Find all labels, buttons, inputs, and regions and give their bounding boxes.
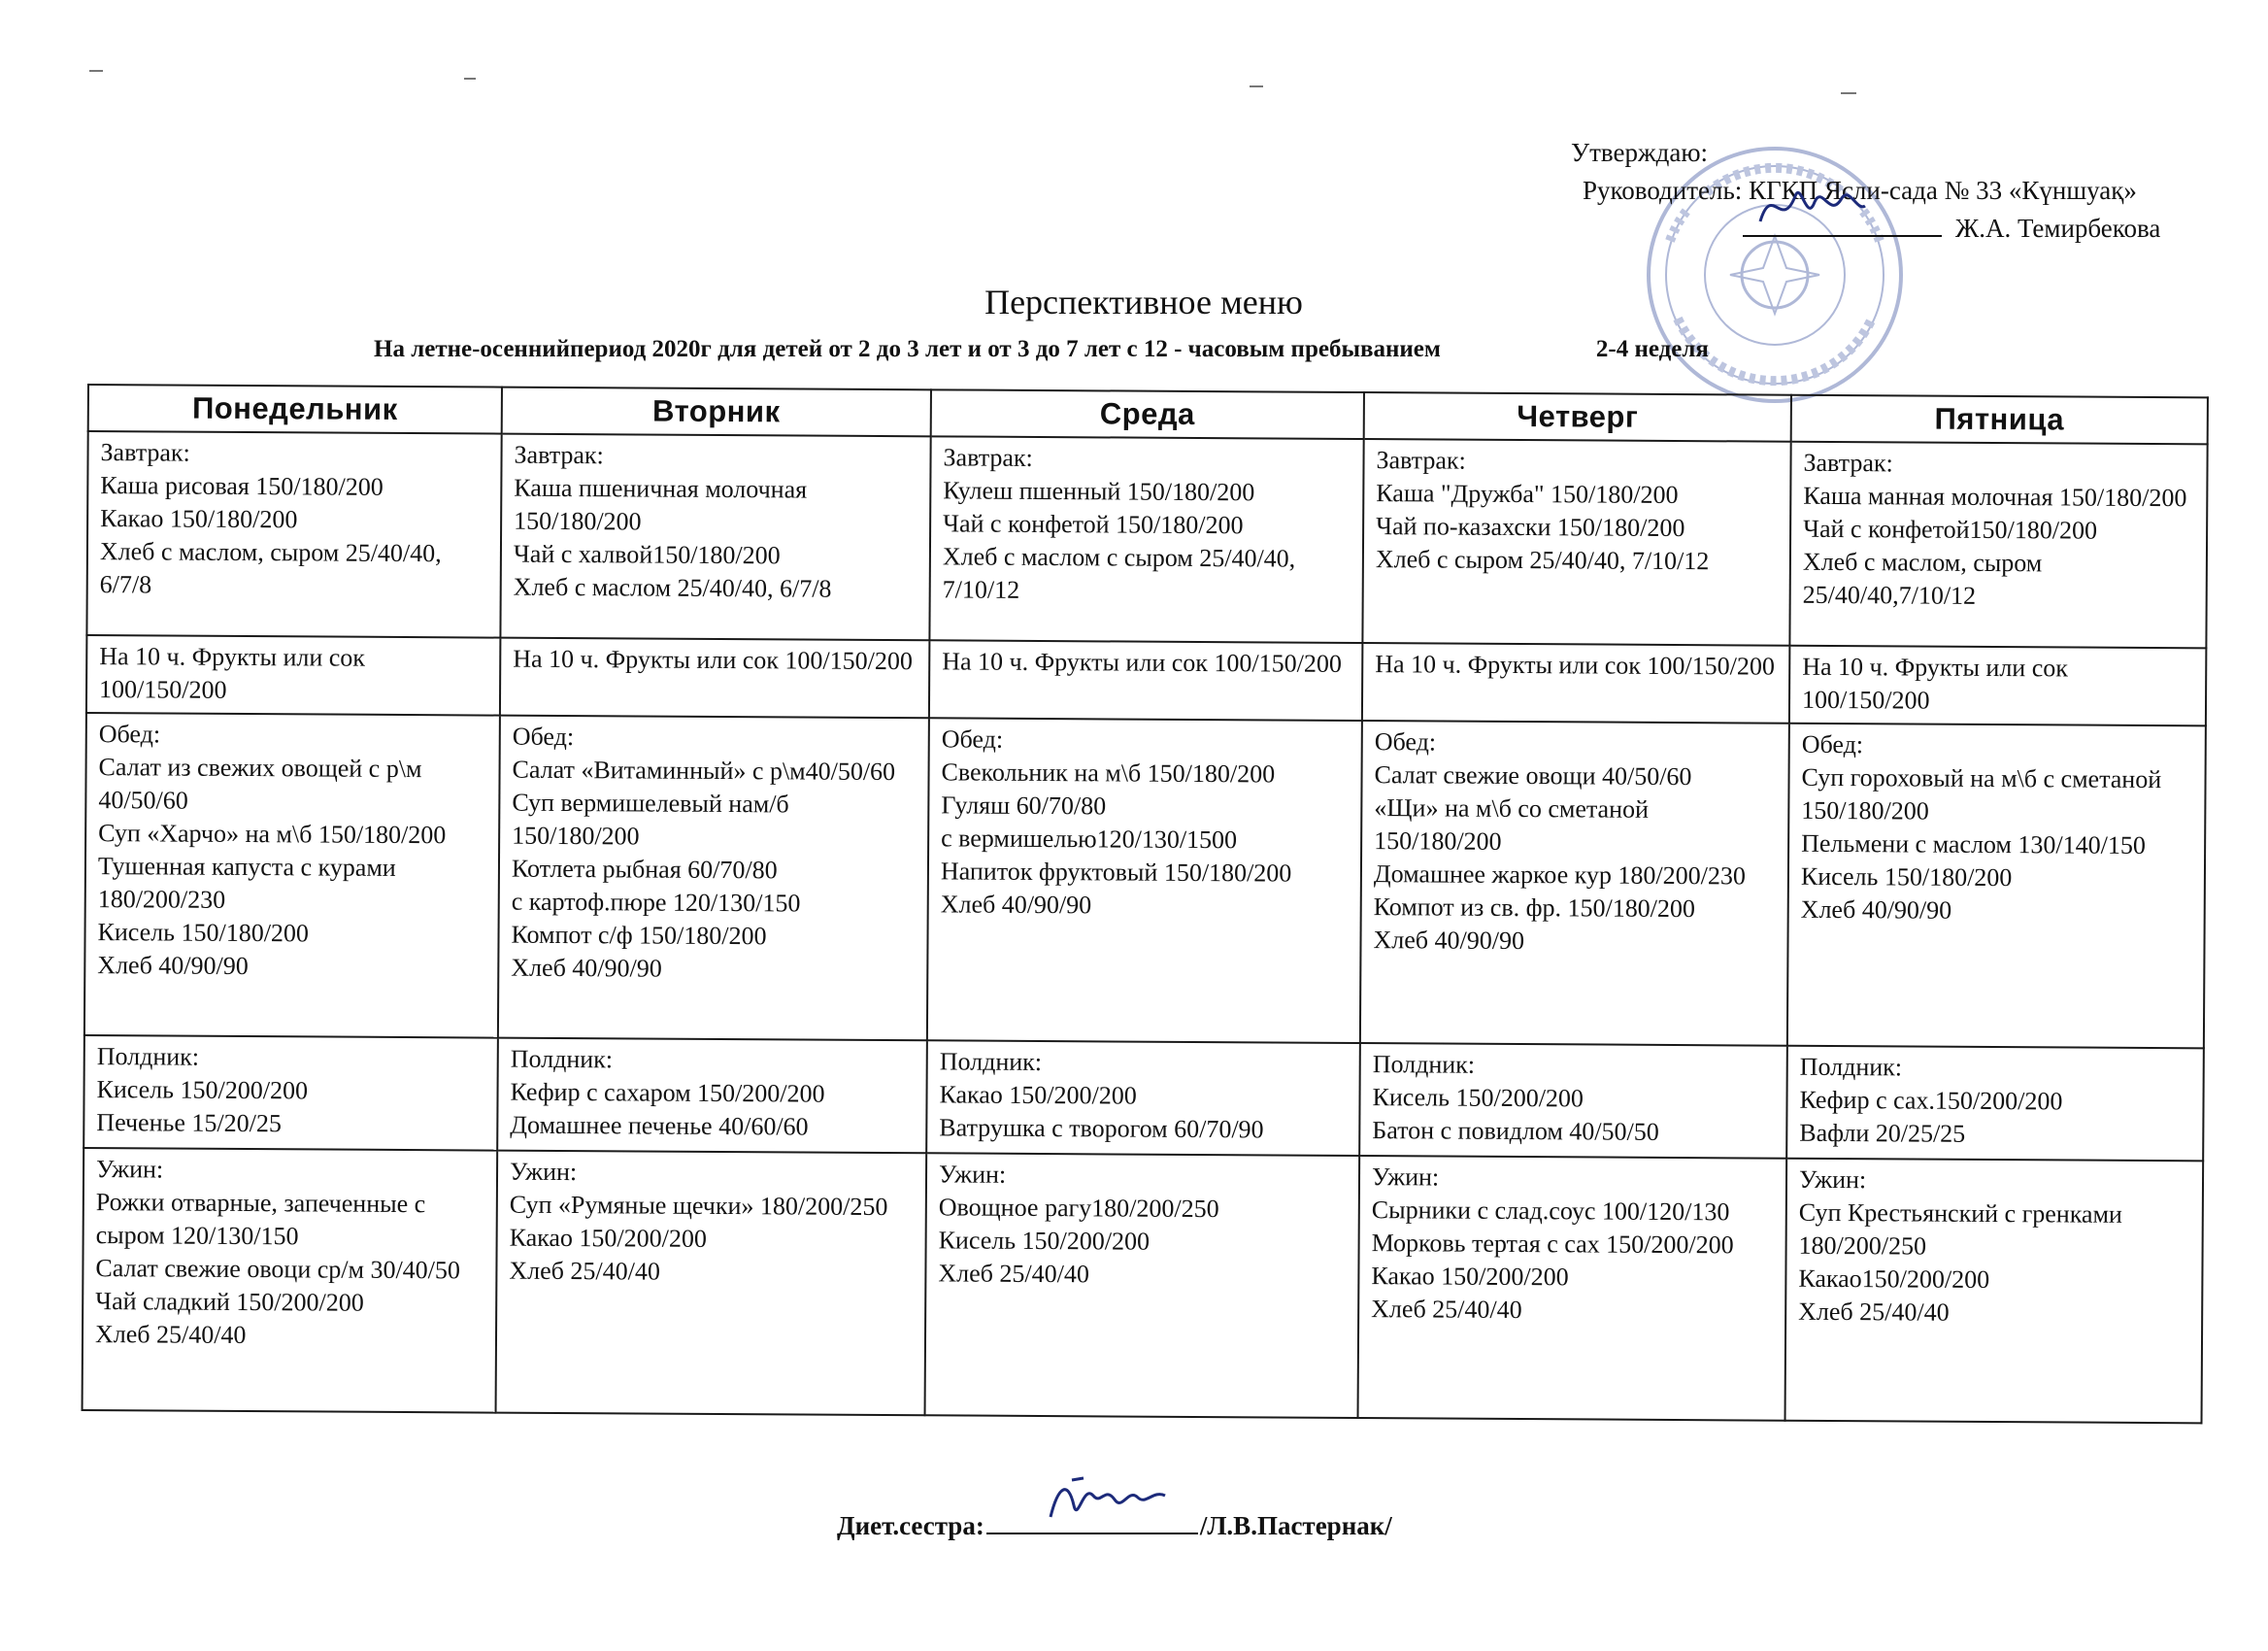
menu-cell xyxy=(496,1151,927,1416)
menu-item: Кисель 150/200/200 xyxy=(938,1226,1151,1256)
menu-cell xyxy=(929,436,1363,643)
menu-item: Чай с конфетой 150/180/200 xyxy=(943,509,1244,540)
day-header: Пятница xyxy=(1791,395,2208,445)
meal-label: Полдник: xyxy=(510,1044,614,1074)
menu-item: Каша манная молочная 150/180/200 xyxy=(1803,481,2187,513)
menu-cell xyxy=(1786,1046,2204,1162)
menu-item: Чай с халвой150/180/200 xyxy=(513,539,781,570)
menu-cell xyxy=(1358,1156,1787,1421)
menu-item: Напиток фруктовый 150/180/200 xyxy=(940,857,1292,888)
dietitian-label: Диет.сестра: xyxy=(837,1511,984,1540)
menu-cell xyxy=(1787,724,2206,1049)
menu-item: Какао 150/200/200 xyxy=(939,1080,1137,1110)
menu-cell xyxy=(84,713,500,1038)
head-signature-line xyxy=(1743,212,1942,237)
menu-item: Компот из св. фр. 150/180/200 xyxy=(1373,893,1696,924)
meal-label: Ужин: xyxy=(95,1155,164,1184)
approval-block xyxy=(1553,134,2214,248)
menu-item: Каша пшеничная молочная 150/180/200 xyxy=(514,473,808,536)
head-signature xyxy=(1752,173,1869,241)
meal-label: Ужин: xyxy=(1798,1164,1867,1195)
menu-item: Пельмени с маслом 130/140/150 xyxy=(1801,828,2146,859)
meal-label: Завтрак: xyxy=(100,438,190,467)
menu-item: Суп «Харчо» на м\б 150/180/200 xyxy=(98,819,447,850)
menu-item: Хлеб 25/40/40 xyxy=(94,1320,247,1350)
menu-item: Кисель 150/200/200 xyxy=(1372,1083,1584,1113)
menu-item: Хлеб 40/90/90 xyxy=(1373,926,1525,956)
meal-label: Обед: xyxy=(98,720,161,749)
menu-item: Хлеб с маслом 25/40/40, 6/7/8 xyxy=(513,572,832,603)
menu-cell xyxy=(500,434,930,641)
head-name: Ж.А. Темирбекова xyxy=(1955,214,2161,243)
menu-item: На 10 ч. Фрукты или сок 100/150/200 xyxy=(98,642,366,704)
scan-mark xyxy=(464,78,476,80)
meal-label: Полдник: xyxy=(1372,1050,1476,1079)
menu-item: Хлеб с маслом, сыром 25/40/40,7/10/12 xyxy=(1802,547,2043,610)
menu-item: Кисель 150/200/200 xyxy=(96,1075,309,1105)
meal-label: Обед: xyxy=(512,722,575,752)
approve-label: Утверждаю: xyxy=(1571,138,1709,167)
menu-item: с картоф.пюре 120/130/150 xyxy=(511,887,801,918)
menu-item: Кефир с сахаром 150/200/200 xyxy=(510,1077,825,1108)
menu-item: Салат свежие овоци ср/м 30/40/50 xyxy=(95,1254,461,1285)
menu-item: На 10 ч. Фрукты или сок 100/150/200 xyxy=(513,644,913,676)
menu-item: Хлеб с маслом, сыром 25/40/40, 6/7/8 xyxy=(99,537,442,599)
menu-item: Какао 150/200/200 xyxy=(509,1223,707,1253)
menu-item: Компот с/ф 150/180/200 xyxy=(511,920,767,951)
meal-label: Обед: xyxy=(1801,729,1864,759)
meal-label: Ужин: xyxy=(1371,1162,1440,1192)
menu-cell xyxy=(498,716,929,1041)
menu-item: Кулеш пшенный 150/180/200 xyxy=(943,476,1255,507)
meal-label: Полдник: xyxy=(1799,1052,1903,1082)
subtitle-text: На летне-осеннийпериод 2020г для детей от 2 до 3 лет и от 3 до 7 лет с 12 - часовым пребыванием xyxy=(374,336,1441,362)
menu-item: Каша "Дружба" 150/180/200 xyxy=(1376,479,1679,510)
menu-item: Чай сладкий 150/200/200 xyxy=(95,1287,364,1317)
menu-item: Хлеб 25/40/40 xyxy=(938,1259,1089,1289)
menu-item: Ватрушка с творогом 60/70/90 xyxy=(939,1113,1264,1144)
menu-item: Салат «Витаминный» с р\м40/50/60 xyxy=(512,755,896,787)
menu-item: Домашнее жаркое кур 180/200/230 xyxy=(1373,859,1746,891)
menu-item: Хлеб 40/90/90 xyxy=(511,953,662,983)
menu-item: Морковь тертая с сах 150/200/200 xyxy=(1371,1229,1734,1260)
menu-item: Хлеб с маслом с сыром 25/40/40, 7/10/12 xyxy=(942,542,1296,604)
dietitian-signature-line xyxy=(986,1511,1198,1534)
menu-item: Хлеб 25/40/40 xyxy=(509,1256,660,1286)
menu-cell xyxy=(1362,439,1790,646)
menu-item: Каша рисовая 150/180/200 xyxy=(100,471,384,501)
menu-item: «Щи» на м\б со сметаной 150/180/200 xyxy=(1374,793,1650,856)
menu-item: На 10 ч. Фрукты или сок 100/150/200 xyxy=(942,647,1342,678)
menu-item: Вафли 20/25/25 xyxy=(1799,1118,1966,1148)
menu-cell xyxy=(86,635,500,716)
day-header: Среда xyxy=(931,389,1364,439)
menu-cell xyxy=(83,1035,498,1151)
menu-item: Какао 150/200/200 xyxy=(1371,1262,1569,1292)
menu-cell xyxy=(500,638,929,719)
menu-item: Котлета рыбная 60/70/80 xyxy=(511,854,778,885)
menu-item: Кисель 150/180/200 xyxy=(97,918,310,948)
week-label: 2-4 неделя xyxy=(1595,336,1709,362)
menu-cell xyxy=(1785,1159,2204,1424)
meal-label: Ужин: xyxy=(509,1157,578,1187)
menu-item: Свекольник на м\б 150/180/200 xyxy=(941,758,1276,789)
menu-cell xyxy=(86,431,501,638)
menu-item: Хлеб 25/40/40 xyxy=(1371,1295,1522,1325)
meal-row-snack10 xyxy=(86,635,2206,725)
menu-cell xyxy=(925,1153,1360,1418)
day-header: Понедельник xyxy=(88,385,502,434)
menu-item: Салат свежие овощи 40/50/60 xyxy=(1374,760,1692,792)
menu-item: Печенье 15/20/25 xyxy=(96,1108,282,1138)
meal-label: Завтрак: xyxy=(1376,446,1466,475)
menu-item: Чай с конфетой150/180/200 xyxy=(1803,514,2098,545)
menu-cell xyxy=(1789,442,2207,649)
menu-cell xyxy=(929,640,1362,721)
meal-label: Завтрак: xyxy=(514,440,604,470)
menu-cell xyxy=(926,1040,1360,1156)
menu-item: Сырники с слад.соус 100/120/130 xyxy=(1371,1196,1730,1227)
menu-item: Хлеб с сыром 25/40/40, 7/10/12 xyxy=(1375,545,1710,576)
meal-row-lunch xyxy=(84,713,2206,1048)
menu-item: На 10 ч. Фрукты или сок 100/150/200 xyxy=(1375,650,1775,681)
meal-label: Завтрак: xyxy=(943,443,1033,472)
menu-item: Суп Крестьянский с гренками 180/200/250 xyxy=(1798,1197,2122,1261)
meal-label: Полдник: xyxy=(939,1047,1043,1077)
meal-label: Обед: xyxy=(941,724,1004,754)
menu-item: Чай по-казахски 150/180/200 xyxy=(1376,512,1685,543)
menu-cell xyxy=(1359,1043,1787,1159)
menu-item: с вермишелью120/130/1500 xyxy=(941,824,1238,855)
menu-item: Рожки отварные, запеченные с сыром 120/130/150 xyxy=(95,1188,426,1251)
meal-row-snack xyxy=(83,1035,2204,1161)
head-line: Руководитель: КГКП Ясли-сада № 33 «Күншуақ» xyxy=(1583,176,2137,205)
scan-mark xyxy=(89,70,103,72)
scan-mark xyxy=(1841,92,1856,94)
menu-cell xyxy=(1362,643,1789,724)
footer-signature xyxy=(837,1511,1392,1541)
day-header: Вторник xyxy=(502,387,931,437)
menu-item: Суп «Румяные щечки» 180/200/250 xyxy=(509,1190,888,1222)
menu-item: Тушенная капуста с курами 180/200/230 xyxy=(97,852,396,914)
page-subtitle xyxy=(374,336,1709,363)
meal-label: Обед: xyxy=(1374,727,1437,757)
menu-cell xyxy=(1360,721,1789,1046)
meal-row-dinner xyxy=(83,1148,2204,1423)
meal-label: Завтрак: xyxy=(1803,448,1893,478)
menu-item: Хлеб 40/90/90 xyxy=(940,890,1092,920)
menu-item: Салат из свежих овощей с р\м 40/50/60 xyxy=(98,753,422,815)
meal-row-breakfast xyxy=(86,431,2207,648)
menu-table xyxy=(82,384,2209,1424)
dietitian-name: /Л.В.Пастернак/ xyxy=(1199,1511,1392,1540)
meal-label: Полдник: xyxy=(96,1042,200,1071)
menu-item: Суп вермишелевый нам/б 150/180/200 xyxy=(512,788,789,851)
menu-cell xyxy=(927,718,1362,1043)
menu-item: Хлеб 40/90/90 xyxy=(1800,894,1952,925)
dietitian-signature xyxy=(1045,1466,1171,1534)
scan-mark xyxy=(1250,85,1263,87)
menu-item: Кефир с сах.150/200/200 xyxy=(1799,1085,2063,1116)
menu-item: На 10 ч. Фрукты или сок 100/150/200 xyxy=(1801,652,2069,715)
menu-cell xyxy=(497,1038,927,1154)
menu-item: Хлеб 40/90/90 xyxy=(97,951,249,981)
menu-item: Суп гороховый на м\б с сметаной 150/180/200 xyxy=(1801,762,2162,826)
menu-item: Хлеб 25/40/40 xyxy=(1798,1297,1950,1327)
meal-label: Ужин: xyxy=(938,1160,1007,1189)
day-header: Четверг xyxy=(1364,392,1791,442)
menu-item: Какао 150/180/200 xyxy=(100,504,298,534)
menu-item: Батон с повидлом 40/50/50 xyxy=(1372,1116,1659,1146)
menu-cell xyxy=(83,1148,498,1413)
menu-item: Овощное рагу180/200/250 xyxy=(938,1193,1219,1224)
menu-item: Гуляш 60/70/80 xyxy=(941,791,1107,821)
page-title: Перспективное меню xyxy=(984,283,1303,321)
menu-item: Домашнее печенье 40/60/60 xyxy=(510,1110,809,1141)
menu-item: Какао150/200/200 xyxy=(1798,1264,1990,1294)
menu-cell xyxy=(1789,646,2206,726)
menu-item: Кисель 150/180/200 xyxy=(1800,861,2013,893)
